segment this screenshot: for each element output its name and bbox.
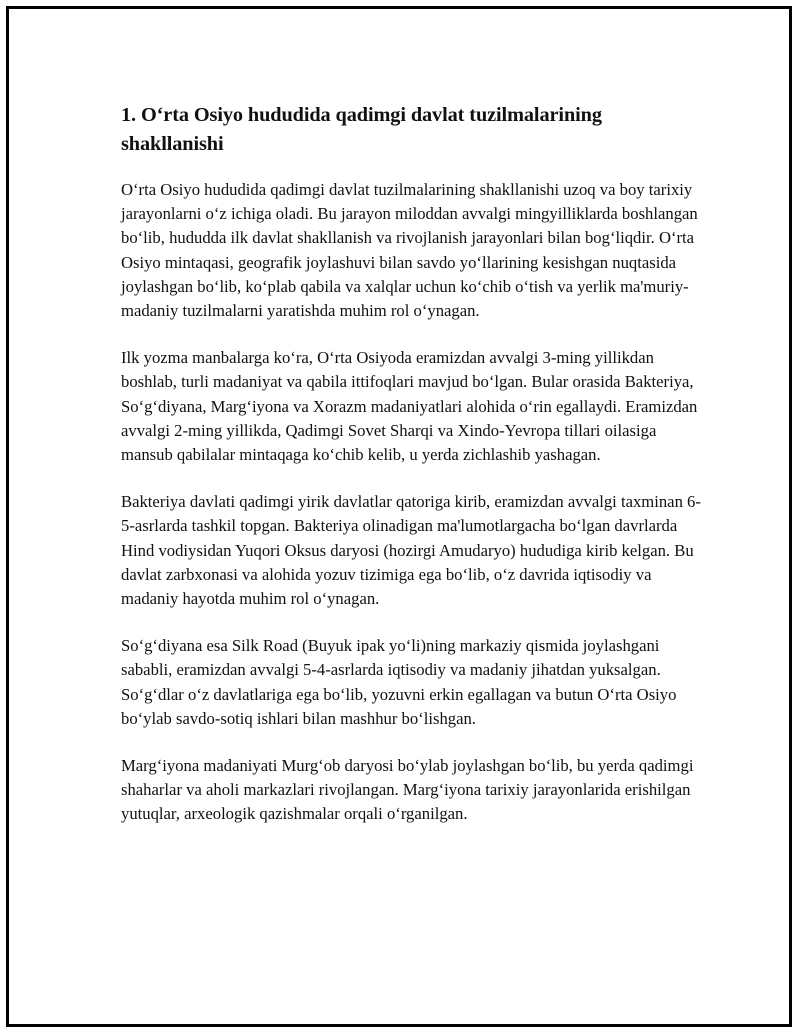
paragraph-early-sources: Ilk yozma manbalarga ko‘ra, O‘rta Osiyoda eramizdan avvalgi 3-ming yillikdan boshlab, turli madaniyat va qabila ittifoqlari mavjud bo‘lgan. Bular orasida Bakteriya, So‘g‘diyana, Marg‘iyona va Xorazm madaniyatlari alohida o‘rin egallaydi. Eramizdan avvalgi 2-ming yillikda, Qadimgi Sovet Sharqi va Xindo-Yevropa tillari oilasiga mansub qabilalar mintaqaga ko‘chib kelib, u yerda zichlashib yashagan.	[121, 348, 698, 465]
paragraph-intro: O‘rta Osiyo hududida qadimgi davlat tuzilmalarining shakllanishi uzoq va boy tarixiy jarayonlarni o‘z ichiga oladi. Bu jarayon miloddan avvalgi mingyilliklarda boshlangan bo‘lib, hududda ilk davlat shakllanish va rivojlanish jarayonlari bilan bog‘liqdir. O‘rta Osiyo mintaqasi, geografik joylashuvi bilan savdo yo‘llarining kesishgan nuqtasida joylashgan bo‘lib, ko‘plab qabila va xalqlar uchun ko‘chib o‘tish va yerlik ma'muriy-madaniy tuzilmalarni yaratishda muhim rol o‘ynagan.	[121, 180, 698, 321]
paragraph-margiana: Marg‘iyona madaniyati Murg‘ob daryosi bo‘ylab joylashgan bo‘lib, bu yerda qadimgi shaharlar va aholi markazlari rivojlangan. Marg‘iyona tarixiy jarayonlarida erishilgan yutuqlar, arxeologik qazishmalar orqali o‘rganilgan.	[121, 756, 694, 824]
paragraph-bactria: Bakteriya davlati qadimgi yirik davlatlar qatoriga kirib, eramizdan avvalgi taxminan 6-5-asrlarda tashkil topgan. Bakteriya olinadigan ma'lumotlargacha bo‘lgan davrlarda Hind vodiysidan Yuqori Oksus daryosi (hozirgi Amudaryo) hududiga kirib kelgan. Bu davlat zarbxonasi va alohida yozuv tizimiga ega bo‘lib, o‘z davrida iqtisodiy va madaniy hayotda muhim rol o‘ynagan.	[121, 492, 701, 609]
section-heading: 1. O‘rta Osiyo hududida qadimgi davlat tuzilmalarining shakllanishi	[121, 104, 602, 155]
document-body	[121, 101, 703, 850]
paragraph-sogdiana: So‘g‘diyana esa Silk Road (Buyuk ipak yo‘li)ning markaziy qismida joylashgani sababli, eramizdan avvalgi 5-4-asrlarda iqtisodiy va madaniy jihatdan yuksalgan. So‘g‘dlar o‘z davlatlariga ega bo‘lib, yozuvni erkin egallagan va butun O‘rta Osiyo bo‘ylab savdo-sotiq ishlari bilan mashhur bo‘lishgan.	[121, 636, 677, 728]
page-frame	[6, 6, 792, 1027]
